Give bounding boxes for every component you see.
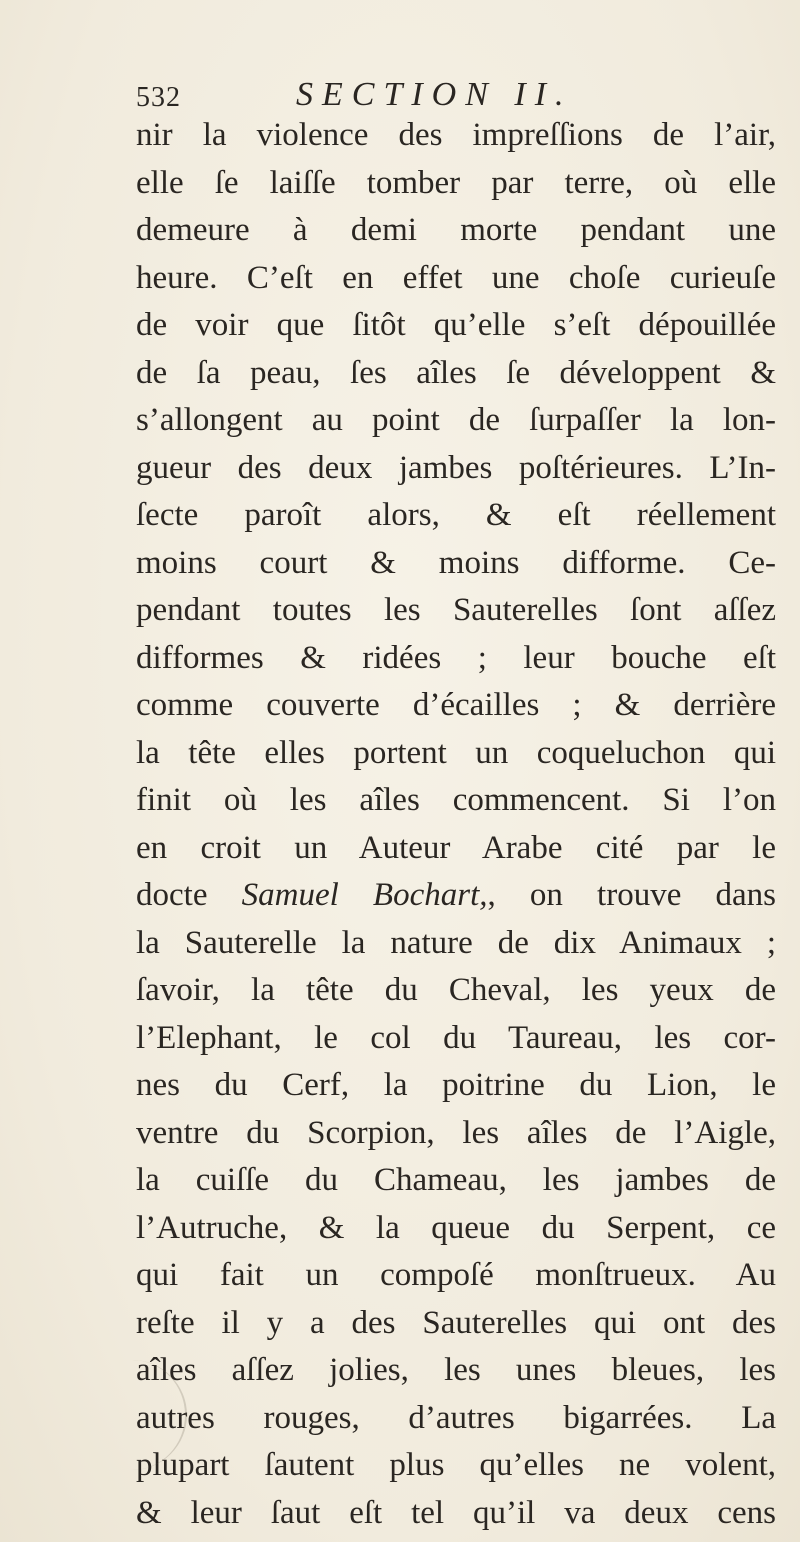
italic-author-name: Samuel Bochart, <box>241 877 488 913</box>
text-line: plupart ſautent plus qu’elles ne volent, <box>136 1447 776 1483</box>
text-line: nir la violence des impreſſions de l’air, <box>136 117 776 153</box>
text-line: heure. C’eſt en effet une choſe curieuſe <box>136 259 776 296</box>
text-line: difformes & ridées ; leur bouche eſt <box>136 639 776 676</box>
text-line: ſecte paroît alors, & eſt réellement <box>136 497 776 533</box>
text-line: finit où les aîles commencent. Si l’on <box>136 782 776 818</box>
text-line: aîles aſſez jolies, les unes bleues, les <box>136 1352 776 1388</box>
text-line: autres rouges, d’autres bigarrées. La <box>136 1399 776 1436</box>
text-line: la tête elles portent un coqueluchon qui <box>136 734 776 771</box>
text-line: la cuiſſe du Chameau, les jambes de <box>136 1162 776 1198</box>
text-line: qui fait un compoſé monſtrueux. Au <box>136 1257 776 1293</box>
running-head: SECTION II. <box>296 76 573 113</box>
text-line: nes du Cerf, la poitrine du Lion, le <box>136 1067 776 1103</box>
text-line: s’allongent au point de ſurpaſſer la lon- <box>136 402 776 438</box>
text-line: comme couverte d’écailles ; & derrière <box>136 687 776 723</box>
text-line: & leur ſaut eſt tel qu’il va deux cens <box>136 1494 776 1531</box>
text-line: reſte il y a des Sauterelles qui ont des <box>136 1304 776 1341</box>
text-line: pendant toutes les Sauterelles ſont aſſez <box>136 592 776 628</box>
text-line: ſavoir, la tête du Cheval, les yeux de <box>136 972 776 1008</box>
text-line: ventre du Scorpion, les aîles de l’Aigle, <box>136 1114 776 1151</box>
text-line: de ſa peau, ſes aîles ſe développent & <box>136 354 776 391</box>
text-line: elle ſe laiſſe tomber par terre, où elle <box>136 164 776 201</box>
body-text <box>136 112 776 1537</box>
text-line: demeure à demi morte pendant une <box>136 212 776 248</box>
text-line: de voir que ſitôt qu’elle s’eſt dépouillée <box>136 307 776 343</box>
text-line: l’Elephant, le col du Taureau, les cor- <box>136 1019 776 1056</box>
text-line: la Sauterelle la nature de dix Animaux ; <box>136 924 776 961</box>
text-line: en croit un Auteur Arabe cité par le <box>136 829 776 866</box>
page-number: 532 <box>136 82 181 113</box>
text-line: moins court & moins difforme. Ce- <box>136 544 776 581</box>
text-line-italic-name: docte Samuel Bochart,, on trouve dans <box>136 877 777 913</box>
text-line: gueur des deux jambes poſtérieures. L’In- <box>136 449 776 486</box>
text-line: l’Autruche, & la queue du Serpent, ce <box>136 1209 776 1246</box>
